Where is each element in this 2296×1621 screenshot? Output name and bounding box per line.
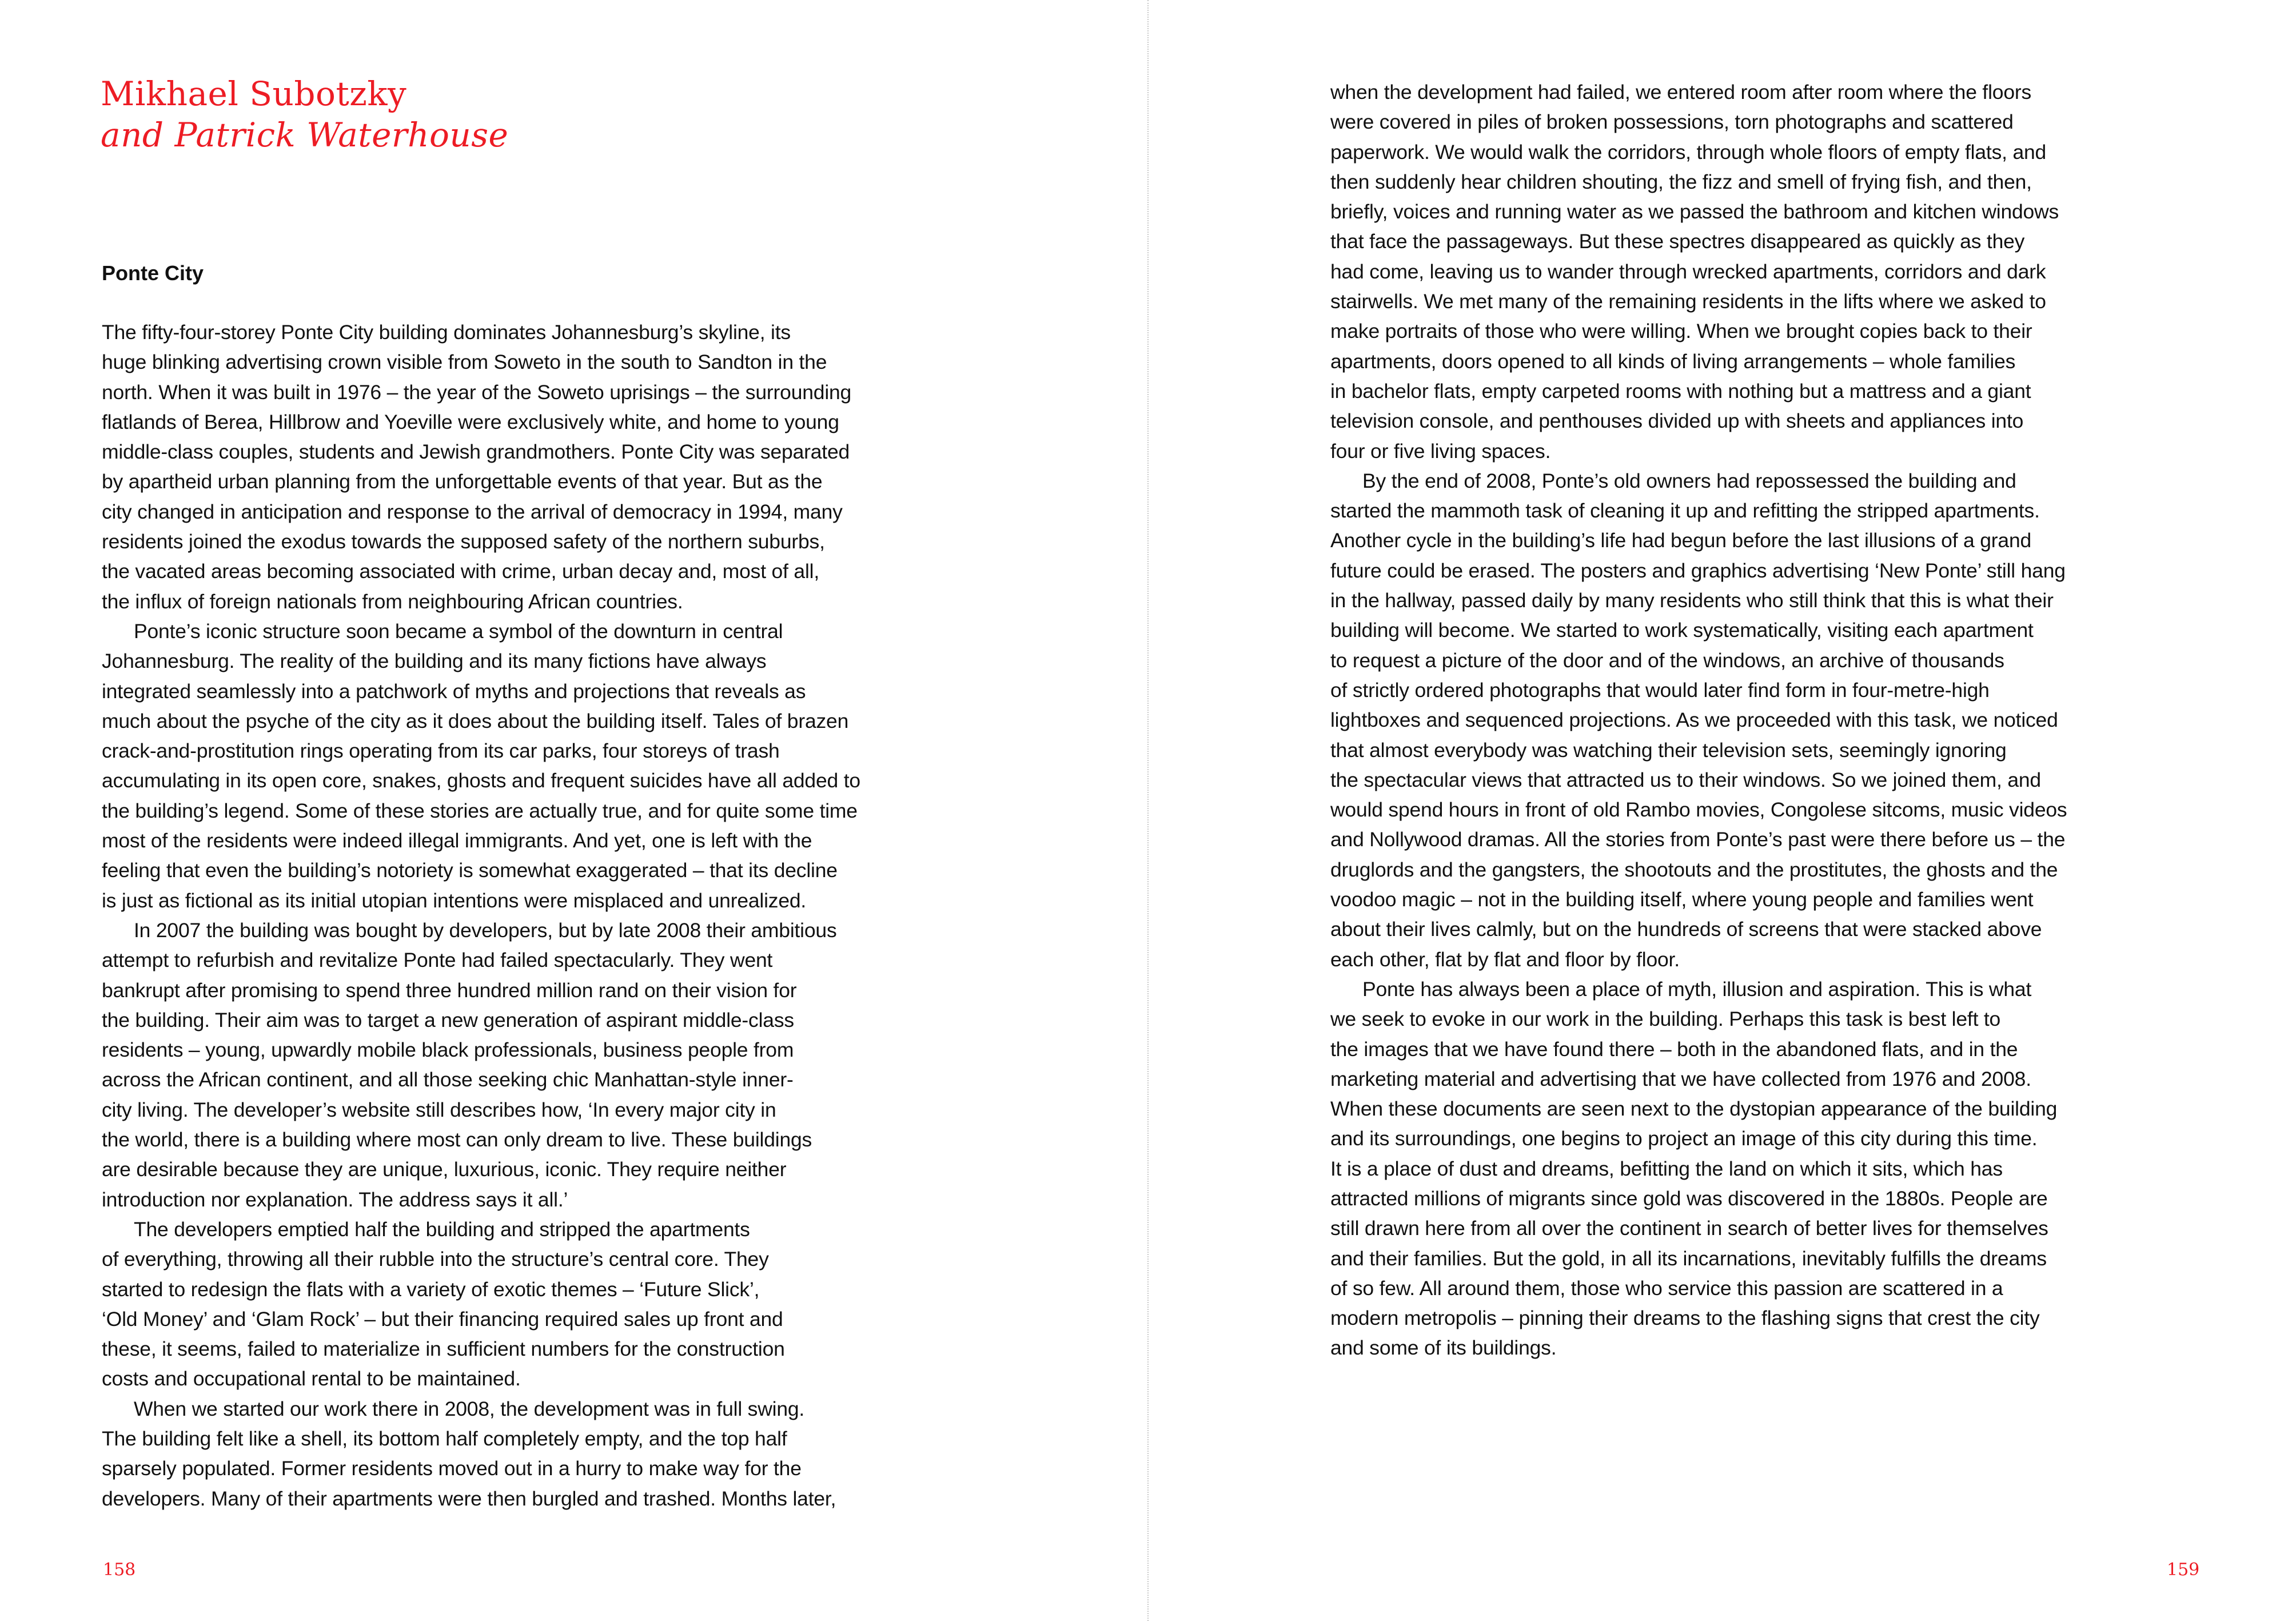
body-text-line: stairwells. We met many of the remaining residents in the lifts where we asked to	[1330, 290, 2046, 313]
body-text-line: city living. The developer’s website still describes how, ‘In every major city in	[102, 1098, 776, 1121]
body-text-line: of so few. All around them, those who service this passion are scattered in a	[1330, 1276, 2003, 1300]
body-text-line: the images that we have found there – both in the abandoned flats, and in the	[1330, 1037, 2018, 1061]
body-text-line: paperwork. We would walk the corridors, through whole floors of empty flats, and	[1330, 140, 2047, 164]
body-text-line: most of the residents were indeed illegal immigrants. And yet, one is left with the	[102, 829, 812, 853]
body-text-line: city changed in anticipation and response to the arrival of democracy in 1994, many	[102, 500, 843, 523]
body-text-line: modern metropolis – pinning their dreams to the flashing signs that crest the city	[1330, 1307, 2040, 1330]
body-text-line: are desirable because they are unique, luxurious, iconic. They require neither	[102, 1158, 787, 1181]
body-text-line: Another cycle in the building’s life had begun before the last illusions of a grand	[1330, 529, 2032, 552]
body-text-line: attracted millions of migrants since gold was discovered in the 1880s. People are	[1330, 1186, 2048, 1210]
body-text-line: started to redesign the flats with a variety of exotic themes – ‘Future Slick’,	[102, 1277, 760, 1301]
body-text-line: and its surroundings, one begins to project an image of this city during this time.	[1330, 1127, 2038, 1150]
body-text-line: to request a picture of the door and of the windows, an archive of thousands	[1330, 648, 2004, 672]
body-text-line: flatlands of Berea, Hillbrow and Yoeville were exclusively white, and home to young	[102, 410, 839, 433]
body-text-line: were covered in piles of broken possessions, torn photographs and scattered	[1330, 110, 2014, 134]
body-text-line: crack-and-prostitution rings operating from its car parks, four storeys of trash	[102, 739, 780, 763]
body-text-line: feeling that even the building’s notoriety is somewhat exaggerated – that its decline	[102, 859, 838, 882]
page-gutter-divider	[1147, 0, 1149, 1621]
body-text-line: costs and occupational rental to be maintained.	[102, 1367, 521, 1391]
body-text-line: Johannesburg. The reality of the building and its many fictions have always	[102, 650, 767, 673]
body-text-line: briefly, voices and running water as we passed the bathroom and kitchen windows	[1330, 200, 2059, 224]
body-text-line: marketing material and advertising that we have collected from 1976 and 2008.	[1330, 1067, 2031, 1090]
page-number-left: 158	[103, 1560, 136, 1580]
title-author-line-2: and Patrick Waterhouse	[101, 115, 509, 154]
body-text-line: future could be erased. The posters and graphics advertising ‘New Ponte’ still hang	[1330, 559, 2066, 582]
body-text-line: The developers emptied half the building and stripped the apartments	[134, 1217, 750, 1241]
body-text-line: huge blinking advertising crown visible from Soweto in the south to Sandton in the	[102, 351, 827, 374]
body-text-line: had come, leaving us to wander through wrecked apartments, corridors and dark	[1330, 260, 2046, 283]
body-text-line: accumulating in its open core, snakes, ghosts and frequent suicides have all added to	[102, 769, 860, 792]
body-text-line: and Nollywood dramas. All the stories from Ponte’s past were there before us – the	[1330, 828, 2066, 851]
body-text-line: and their families. But the gold, in all its incarnations, inevitably fulfills the dreams	[1330, 1246, 2047, 1270]
body-text-line: lightboxes and sequenced projections. As we proceeded with this task, we noticed	[1330, 708, 2058, 732]
body-text-line: residents – young, upwardly mobile black professionals, business people from	[102, 1038, 794, 1062]
body-text-line: that almost everybody was watching their television sets, seemingly ignoring	[1330, 738, 2007, 762]
body-text-line: much about the psyche of the city as it does about the building itself. Tales of brazen	[102, 709, 849, 732]
body-text-line: In 2007 the building was bought by developers, but by late 2008 their ambitious	[134, 918, 837, 942]
body-text-line: each other, flat by flat and floor by floor.	[1330, 947, 1680, 971]
body-text-line: Ponte’s iconic structure soon became a symbol of the downturn in central	[134, 619, 783, 643]
body-text-line: the building. Their aim was to target a new generation of aspirant middle-class	[102, 1008, 794, 1031]
body-text-line: Ponte has always been a place of myth, illusion and aspiration. This is what	[1362, 977, 2032, 1001]
body-text-line: middle-class couples, students and Jewish grandmothers. Ponte City was separated	[102, 440, 850, 464]
body-text-line: attempt to refurbish and revitalize Ponte had failed spectacularly. They went	[102, 949, 773, 972]
body-text-line: in bachelor flats, empty carpeted rooms with nothing but a mattress and a giant	[1330, 379, 2031, 403]
body-text-line: druglords and the gangsters, the shootouts and the prostitutes, the ghosts and the	[1330, 858, 2058, 881]
body-text-line: the vacated areas becoming associated with crime, urban decay and, most of all,	[102, 560, 819, 583]
body-text-line: apartments, doors opened to all kinds of living arrangements – whole families	[1330, 349, 2016, 373]
body-text-line: integrated seamlessly into a patchwork of myths and projections that reveals as	[102, 679, 806, 703]
body-text-line: sparsely populated. Former residents moved out in a hurry to make way for the	[102, 1457, 802, 1480]
body-text-line: still drawn here from all over the continent in search of better lives for themselves	[1330, 1217, 2048, 1240]
body-text-line: north. When it was built in 1976 – the year of the Soweto uprisings – the surrounding	[102, 380, 852, 404]
body-text-line: By the end of 2008, Ponte’s old owners had repossessed the building and	[1362, 469, 2016, 492]
body-text-line: When we started our work there in 2008, the development was in full swing.	[134, 1397, 805, 1420]
body-text-line: across the African continent, and all those seeking chic Manhattan-style inner-	[102, 1068, 794, 1092]
body-text-line: make portraits of those who were willing. When we brought copies back to their	[1330, 320, 2032, 343]
title-author-line-1: Mikhael Subotzky	[101, 74, 407, 113]
body-text-line: It is a place of dust and dreams, befitting the land on which it sits, which has	[1330, 1157, 2003, 1180]
left-page-body	[102, 317, 1005, 1514]
body-text-line: the spectacular views that attracted us to their windows. So we joined them, and	[1330, 768, 2041, 791]
body-text-line: developers. Many of their apartments were then burgled and trashed. Months later,	[102, 1487, 836, 1510]
body-text-line: four or five living spaces.	[1330, 439, 1551, 463]
body-text-line: of strictly ordered photographs that would later find form in four-metre-high	[1330, 678, 1990, 702]
body-text-line: then suddenly hear children shouting, the fizz and smell of frying fish, and then,	[1330, 170, 2032, 193]
body-text-line: these, it seems, failed to materialize in sufficient numbers for the construction	[102, 1337, 785, 1361]
article-title	[101, 73, 508, 156]
body-text-line: about their lives calmly, but on the hundreds of screens that were stacked above	[1330, 918, 2042, 941]
body-text-line: the world, there is a building where most can only dream to live. These buildings	[102, 1128, 812, 1152]
body-text-line: The fifty-four-storey Ponte City building dominates Johannesburg’s skyline, its	[102, 321, 791, 344]
body-text-line: ‘Old Money’ and ‘Glam Rock’ – but their financing required sales up front and	[102, 1307, 783, 1331]
section-heading: Ponte City	[102, 261, 204, 285]
body-text-line: television console, and penthouses divided up with sheets and appliances into	[1330, 409, 2024, 433]
body-text-line: we seek to evoke in our work in the building. Perhaps this task is best left to	[1330, 1007, 2001, 1031]
body-text-line: introduction nor explanation. The address says it all.’	[102, 1188, 568, 1211]
body-text-line: that face the passageways. But these spectres disappeared as quickly as they	[1330, 230, 2025, 253]
body-text-line: started the mammoth task of cleaning it up and refitting the stripped apartments.	[1330, 499, 2040, 523]
body-text-line: in the hallway, passed daily by many residents who still think that this is what their	[1330, 589, 2054, 612]
page-number-right: 159	[2167, 1560, 2200, 1580]
body-text-line: the building’s legend. Some of these stories are actually true, and for quite some time	[102, 799, 858, 822]
body-text-line: of everything, throwing all their rubble into the structure’s central core. They	[102, 1248, 769, 1271]
body-text-line: building will become. We started to work systematically, visiting each apartment	[1330, 619, 2034, 642]
body-text-line: by apartheid urban planning from the unforgettable events of that year. But as the	[102, 470, 823, 493]
body-text-line: would spend hours in front of old Rambo movies, Congolese sitcoms, music videos	[1330, 798, 2067, 822]
body-text-line: The building felt like a shell, its bottom half completely empty, and the top half	[102, 1427, 787, 1450]
body-text-line: When these documents are seen next to the dystopian appearance of the building	[1330, 1097, 2058, 1121]
body-text-line: and some of its buildings.	[1330, 1336, 1557, 1360]
body-text-line: is just as fictional as its initial utopian intentions were misplaced and unrealized.	[102, 889, 807, 912]
body-text-line: voodoo magic – not in the building itself, where young people and families went	[1330, 888, 2034, 911]
body-text-line: when the development had failed, we entered room after room where the floors	[1330, 81, 2032, 103]
body-text-line: the influx of foreign nationals from neighbouring African countries.	[102, 590, 683, 613]
body-text-line: residents joined the exodus towards the supposed safety of the northern suburbs,	[102, 530, 825, 553]
body-text-line: bankrupt after promising to spend three hundred million rand on their vision for	[102, 978, 797, 1002]
right-page-body	[1330, 77, 2234, 1363]
